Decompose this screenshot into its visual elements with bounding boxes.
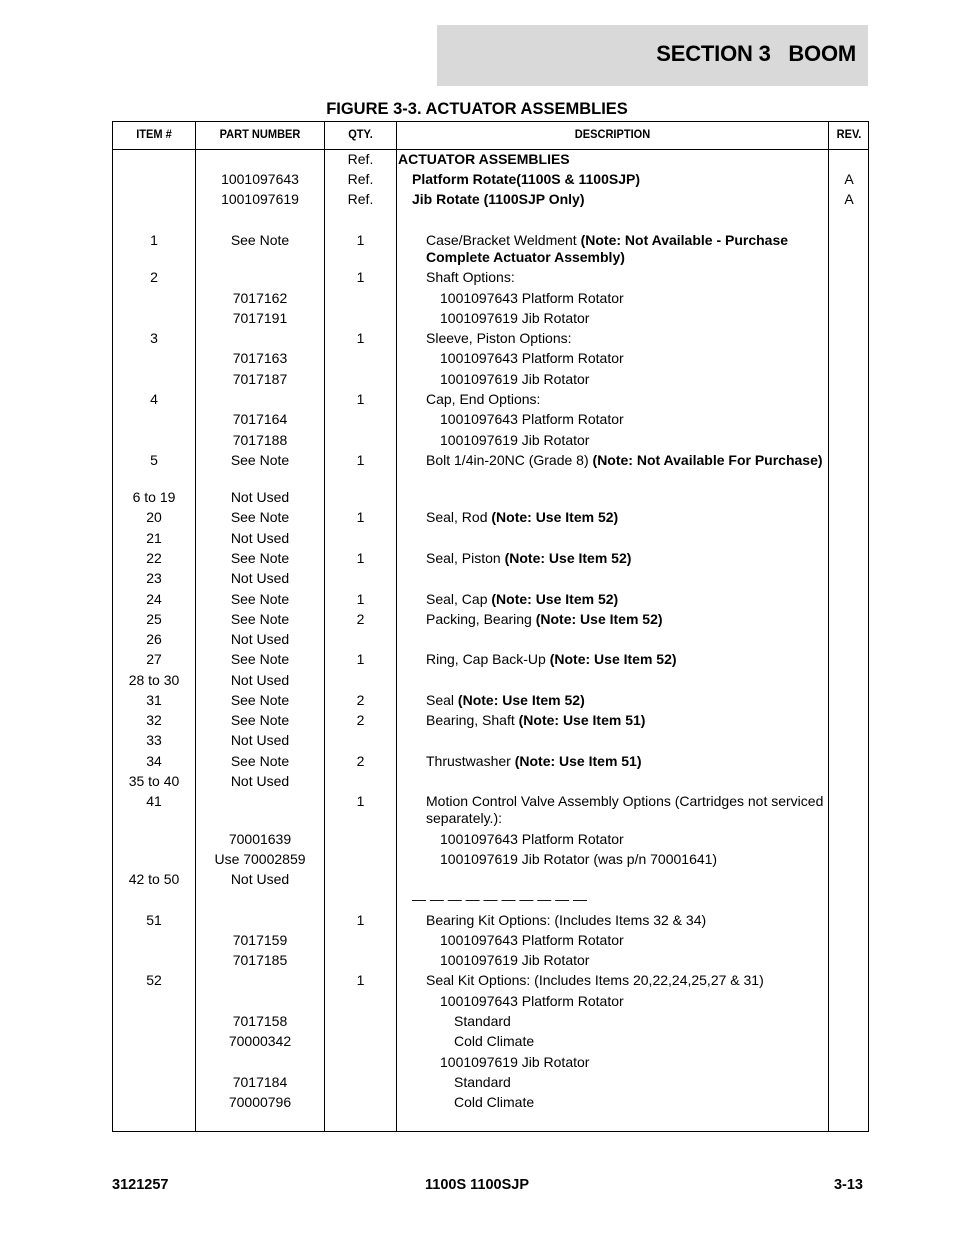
item-number: 24 [146, 591, 162, 607]
column-header-description: DESCRIPTION [574, 127, 651, 141]
description-text: Cold Climate [454, 1094, 535, 1110]
part-number: Not Used [230, 530, 290, 546]
description [426, 712, 824, 729]
description [426, 550, 824, 567]
description-text: 1001097643 Platform Rotator [440, 831, 624, 847]
description-text: Seal, Piston [426, 550, 505, 566]
description-text: Motion Control Valve Assembly Options (Cartridges not serviced separately.): [426, 793, 824, 826]
item-number: 42 to 50 [128, 871, 180, 887]
part-number: 70000796 [228, 1094, 292, 1110]
part-number: 1001097643 [221, 171, 299, 187]
part-number: 70000342 [228, 1033, 292, 1049]
description [440, 952, 824, 969]
item-number: 52 [146, 972, 162, 988]
item-number: 28 to 30 [128, 672, 180, 688]
part-number: Not Used [230, 489, 290, 505]
description [454, 1094, 824, 1111]
description-text: 1001097619 Jib Rotator [440, 1054, 590, 1070]
part-number: See Note [230, 753, 290, 769]
part-number: Not Used [230, 773, 290, 789]
description [440, 831, 824, 848]
description [440, 371, 824, 388]
column-divider [396, 122, 397, 1131]
section-header [437, 25, 868, 86]
item-number: 32 [146, 712, 162, 728]
footer-model: 1100S 1100SJP [424, 1177, 530, 1193]
description [454, 1074, 824, 1091]
description-note: Platform Rotate(1100S & 1100SJP) [412, 171, 640, 187]
part-number: Not Used [230, 570, 290, 586]
column-header-rev: REV. [836, 127, 862, 141]
part-number: 70001639 [228, 831, 292, 847]
description-text: Seal Kit Options: (Includes Items 20,22,24,25,27 & 31) [426, 972, 764, 988]
quantity: 1 [356, 912, 365, 928]
column-header-part-number: PART NUMBER [219, 127, 301, 141]
description [440, 432, 824, 449]
description-text: 1001097619 Jib Rotator [440, 952, 590, 968]
description-text: Seal [426, 692, 458, 708]
part-number: 1001097619 [221, 191, 299, 207]
description-text: Packing, Bearing [426, 611, 536, 627]
item-number: 27 [146, 651, 162, 667]
description [426, 391, 824, 408]
description [398, 151, 824, 168]
item-number: 26 [146, 631, 162, 647]
revision: A [844, 171, 854, 187]
item-number: 31 [146, 692, 162, 708]
description [440, 411, 824, 428]
description [440, 290, 824, 307]
section-title: SECTION 3 BOOM [656, 41, 856, 66]
description-text: Case/Bracket Weldment [426, 232, 581, 248]
description [426, 912, 824, 929]
parts-table [112, 121, 869, 1132]
quantity: 1 [356, 972, 365, 988]
part-number: 7017164 [232, 411, 288, 427]
description [426, 753, 824, 770]
description [426, 269, 824, 286]
description [426, 452, 824, 469]
part-number: Not Used [230, 631, 290, 647]
quantity: Ref. [347, 191, 374, 207]
column-header-item: ITEM # [136, 127, 172, 141]
description [412, 891, 824, 908]
quantity: 1 [356, 391, 365, 407]
description-note: (Note: Use Item 52) [457, 692, 585, 708]
part-number: 7017158 [232, 1013, 288, 1029]
item-number: 6 to 19 [132, 489, 176, 505]
description [426, 611, 824, 628]
quantity: Ref. [347, 171, 374, 187]
quantity: 2 [356, 611, 365, 627]
part-number: 7017163 [232, 350, 288, 366]
part-number: Use 70002859 [214, 851, 306, 867]
description-text: Cold Climate [454, 1033, 535, 1049]
description-note: (Note: Use Item 51) [514, 753, 642, 769]
quantity: 1 [356, 509, 365, 525]
part-number: See Note [230, 692, 290, 708]
description-text: Ring, Cap Back-Up [426, 651, 550, 667]
description [426, 232, 824, 266]
description-note: (Note: Not Available - Purchase Complete Actuator Assembly) [426, 232, 789, 265]
item-number: 1 [150, 232, 158, 248]
item-number: 33 [146, 732, 162, 748]
quantity: Ref. [347, 151, 374, 167]
description-note: (Note: Use Item 52) [491, 591, 619, 607]
item-number: 3 [150, 330, 158, 346]
part-number: Not Used [230, 732, 290, 748]
item-number: 35 to 40 [128, 773, 180, 789]
description [426, 509, 824, 526]
quantity: 1 [356, 269, 365, 285]
description-text: Bearing, Shaft [426, 712, 519, 728]
description [426, 972, 824, 989]
description [412, 191, 824, 208]
description [412, 171, 824, 188]
figure-title: FIGURE 3-3. ACTUATOR ASSEMBLIES [326, 100, 628, 118]
description [440, 851, 824, 868]
description-text: Standard [454, 1074, 511, 1090]
column-header-qty: QTY. [348, 127, 373, 141]
column-divider [828, 122, 829, 1131]
description-note: (Note: Use Item 52) [549, 651, 677, 667]
description-text: 1001097619 Jib Rotator (was p/n 70001641) [440, 851, 718, 867]
description-text: Bearing Kit Options: (Includes Items 32 & 34) [426, 912, 707, 928]
quantity: 1 [356, 452, 365, 468]
item-number: 2 [150, 269, 158, 285]
part-number: Not Used [230, 672, 290, 688]
part-number: 7017191 [232, 310, 288, 326]
item-number: 34 [146, 753, 162, 769]
description-text: 1001097619 Jib Rotator [440, 310, 590, 326]
quantity: 1 [356, 591, 365, 607]
description [426, 651, 824, 668]
description [426, 692, 824, 709]
description [454, 1033, 824, 1050]
description-text: 1001097643 Platform Rotator [440, 290, 624, 306]
part-number: See Note [230, 712, 290, 728]
description-text: 1001097643 Platform Rotator [440, 932, 624, 948]
description-text: 1001097643 Platform Rotator [440, 411, 624, 427]
description-note: Jib Rotate (1100SJP Only) [412, 191, 585, 207]
quantity: 2 [356, 692, 365, 708]
description-text: Bolt 1/4in-20NC (Grade 8) [426, 452, 593, 468]
part-number: See Note [230, 232, 290, 248]
description-note: (Note: Use Item 52) [491, 509, 619, 525]
description [426, 591, 824, 608]
part-number: See Note [230, 591, 290, 607]
item-number: 51 [146, 912, 162, 928]
item-number: 23 [146, 570, 162, 586]
part-number: See Note [230, 611, 290, 627]
quantity: 2 [356, 753, 365, 769]
part-number: 7017185 [232, 952, 288, 968]
description-note: (Note: Use Item 52) [504, 550, 632, 566]
description [426, 330, 824, 347]
part-number: 7017188 [232, 432, 288, 448]
item-number: 25 [146, 611, 162, 627]
item-number: 41 [146, 793, 162, 809]
part-number: Not Used [230, 871, 290, 887]
quantity: 2 [356, 712, 365, 728]
footer-page-number: 3-13 [833, 1177, 863, 1193]
description [440, 1054, 824, 1071]
description-text: Cap, End Options: [426, 391, 541, 407]
quantity: 1 [356, 232, 365, 248]
description-note: ACTUATOR ASSEMBLIES [398, 151, 570, 167]
part-number: See Note [230, 452, 290, 468]
description-note: (Note: Use Item 52) [535, 611, 663, 627]
item-number: 4 [150, 391, 158, 407]
item-number: 20 [146, 509, 162, 525]
revision: A [844, 191, 854, 207]
item-number: 5 [150, 452, 158, 468]
part-number: 7017187 [232, 371, 288, 387]
header-divider [113, 149, 868, 150]
part-number: See Note [230, 550, 290, 566]
description-text: 1001097619 Jib Rotator [440, 432, 590, 448]
description-text: Standard [454, 1013, 511, 1029]
description [440, 932, 824, 949]
description [440, 310, 824, 327]
description [454, 1013, 824, 1030]
description-text: Seal, Cap [426, 591, 492, 607]
footer-doc-number: 3121257 [112, 1177, 169, 1193]
part-number: 7017159 [232, 932, 288, 948]
description-text: Shaft Options: [426, 269, 515, 285]
part-number: 7017184 [232, 1074, 288, 1090]
quantity: 1 [356, 550, 365, 566]
description-text: Seal, Rod [426, 509, 492, 525]
description [426, 793, 824, 827]
description-note: (Note: Use Item 51) [518, 712, 646, 728]
description-text: 1001097643 Platform Rotator [440, 993, 624, 1009]
item-number: 21 [146, 530, 162, 546]
part-number: See Note [230, 651, 290, 667]
description-text: — — — — — — — — — — [412, 891, 588, 907]
description-note: (Note: Not Available For Purchase) [592, 452, 823, 468]
description-text: 1001097643 Platform Rotator [440, 350, 624, 366]
description [440, 350, 824, 367]
description-text: 1001097619 Jib Rotator [440, 371, 590, 387]
item-number: 22 [146, 550, 162, 566]
quantity: 1 [356, 330, 365, 346]
part-number: 7017162 [232, 290, 288, 306]
description-text: Thrustwasher [426, 753, 515, 769]
quantity: 1 [356, 651, 365, 667]
description-text: Sleeve, Piston Options: [426, 330, 572, 346]
quantity: 1 [356, 793, 365, 809]
description [440, 993, 824, 1010]
part-number: See Note [230, 509, 290, 525]
